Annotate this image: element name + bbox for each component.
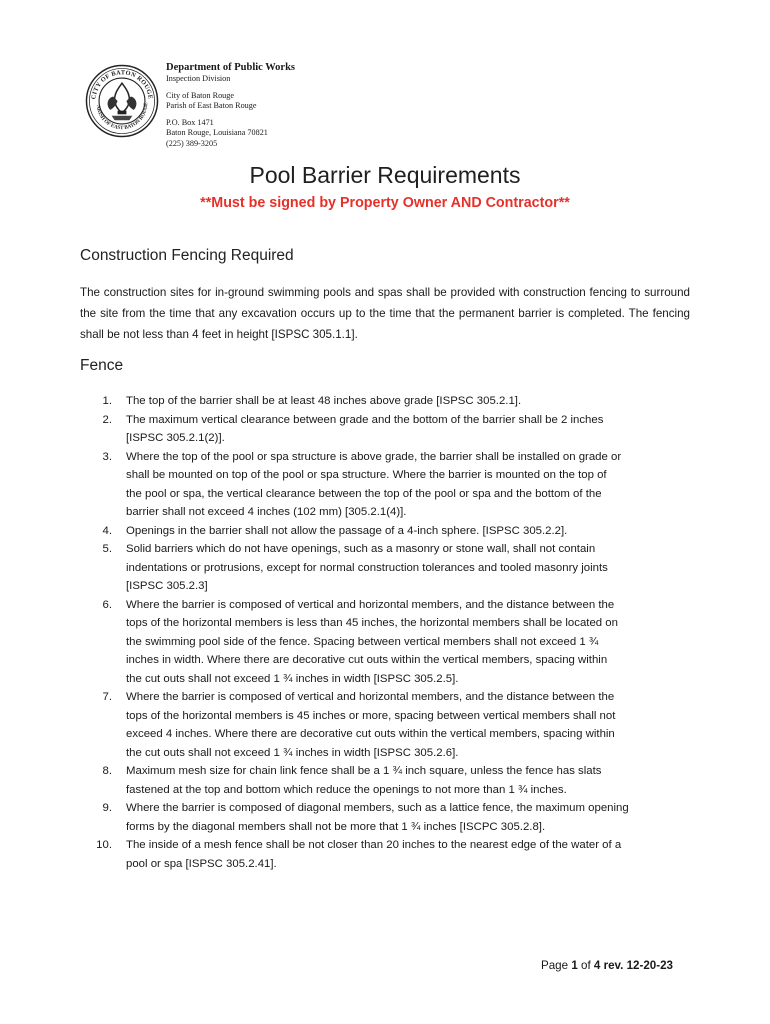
requirement-text-line: [ISPSC 305.2.3] bbox=[126, 580, 208, 592]
requirement-item bbox=[80, 836, 690, 873]
division-name: Inspection Division bbox=[166, 74, 231, 83]
requirement-item bbox=[80, 411, 690, 448]
requirement-number: 5. bbox=[102, 543, 112, 555]
requirement-text-line: [ISPSC 305.2.1(2)]. bbox=[126, 432, 225, 444]
requirement-text-line: forms by the diagonal members shall not be more that 1 ¾ inches [ISCPC 305.2.8]. bbox=[126, 820, 546, 833]
city-name: City of Baton Rouge bbox=[166, 90, 234, 100]
requirement-number: 4. bbox=[102, 524, 112, 537]
requirement-text-line: the swimming pool side of the fence. Spacing between vertical members shall not exceed 1 ¾ bbox=[126, 635, 599, 648]
requirement-number: 9. bbox=[102, 802, 112, 814]
requirement-text-line: the cut outs shall not exceed 1 ¾ inches in width [ISPSC 305.2.5]. bbox=[126, 672, 459, 685]
svg-text:PARISH OF EAST BATON ROUGE: ARISH OF EAST BATON ROUGE bbox=[94, 102, 150, 132]
page-word: Page bbox=[541, 959, 569, 972]
requirement-text-line: Openings in the barrier shall not allow the passage of a 4-inch sphere. [ISPSC 305.2.2]. bbox=[126, 524, 568, 537]
requirement-text-line: The maximum vertical clearance between grade and the bottom of the barrier shall be 2 inches bbox=[126, 413, 604, 426]
page-number: 1 bbox=[571, 959, 578, 972]
revision-date: rev. 12-20-23 bbox=[603, 959, 673, 972]
requirement-text-line: barrier shall not exceed 4 inches (102 mm) [305.2.1(4)]. bbox=[126, 506, 407, 518]
department-name: Department of Public Works bbox=[166, 62, 296, 73]
requirement-text-line: fastened at the top and bottom which reduce the openings to not more than 1 ¾ inches. bbox=[126, 783, 567, 796]
letterhead bbox=[166, 61, 295, 150]
requirement-item bbox=[80, 540, 690, 596]
requirement-text-line: tops of the horizontal members is 45 inches or more, spacing between vertical members shall not bbox=[126, 709, 616, 722]
page-total: 4 bbox=[593, 959, 601, 972]
requirement-text-line: Where the barrier is composed of diagonal members, such as a lattice fence, the maximum opening bbox=[126, 802, 629, 814]
svg-text:CITY OF BATON ROUGE: CITY OF BATON ROUGE bbox=[90, 69, 154, 100]
requirement-item bbox=[80, 799, 690, 836]
requirement-text-line: Where the barrier is composed of vertical and horizontal members, and the distance between the bbox=[126, 691, 615, 703]
requirement-text-line: indentations or protrusions, except for normal construction tolerances and tooled masonry joints bbox=[126, 561, 608, 574]
requirement-text-line: The inside of a mesh fence shall be not closer than 20 inches to the nearest edge of the water of a bbox=[126, 839, 622, 851]
of-word: of bbox=[581, 959, 591, 972]
requirement-text-line: the cut outs shall not exceed 1 ¾ inches in width [ISPSC 305.2.6]. bbox=[126, 746, 459, 759]
requirement-text-line: tops of the horizontal members is less than 45 inches, the horizontal members shall be located on bbox=[126, 617, 618, 629]
requirement-text-line: the pool or spa, the vertical clearance between the top of the pool or spa and the bottom of the bbox=[126, 487, 602, 500]
requirement-number: 7. bbox=[102, 691, 112, 703]
requirement-text-line: The top of the barrier shall be at least 48 inches above grade [ISPSC 305.2.1]. bbox=[126, 395, 522, 407]
requirement-item bbox=[80, 392, 690, 411]
construction-fencing-heading: Construction Fencing Required bbox=[80, 247, 294, 264]
signature-notice: **Must be signed by Property Owner AND Contractor** bbox=[200, 195, 570, 211]
parish-name: Parish of East Baton Rouge bbox=[166, 101, 257, 111]
requirement-text-line: shall be mounted on top of the pool or spa structure. Where the barrier is mounted on the top of bbox=[126, 469, 607, 481]
requirement-text-line: pool or spa [ISPSC 305.2.41]. bbox=[126, 857, 277, 870]
requirement-number: 1. bbox=[102, 395, 112, 407]
phone-number: (225) 389-3205 bbox=[166, 138, 218, 148]
page-footer bbox=[541, 957, 673, 975]
requirement-item bbox=[80, 762, 690, 799]
requirement-number: 6. bbox=[102, 598, 112, 611]
requirement-item bbox=[80, 596, 690, 689]
requirement-number: 3. bbox=[102, 450, 112, 463]
requirement-number: 10. bbox=[96, 839, 112, 851]
city-state-zip: Baton Rouge, Louisiana 70821 bbox=[166, 128, 268, 138]
po-box: P.O. Box 1471 bbox=[166, 117, 214, 127]
requirement-text-line: Where the barrier is composed of vertical and horizontal members, and the distance between the bbox=[126, 598, 615, 611]
requirement-number: 2. bbox=[102, 413, 112, 426]
requirement-text-line: exceed 4 inches. Where there are decorative cut outs within the vertical members, spacing within bbox=[126, 728, 615, 740]
requirement-text-line: Maximum mesh size for chain link fence shall be a 1 ¾ inch square, unless the fence has slats bbox=[126, 765, 602, 777]
requirement-text-line: Where the top of the pool or spa structure is above grade, the barrier shall be installed on grade or bbox=[126, 450, 622, 463]
requirement-number: 8. bbox=[102, 765, 112, 777]
page-title: Pool Barrier Requirements bbox=[249, 162, 521, 188]
fence-requirements-list bbox=[80, 392, 690, 873]
requirement-item bbox=[80, 522, 690, 541]
requirement-item bbox=[80, 448, 690, 522]
requirement-text-line: inches in width. Where there are decorative cut outs within the vertical members, spacing within bbox=[126, 654, 608, 666]
requirement-text-line: Solid barriers which do not have openings, such as a masonry or stone wall, shall not contain bbox=[126, 543, 596, 555]
fence-heading: Fence bbox=[80, 357, 124, 374]
requirement-item bbox=[80, 688, 690, 762]
city-seal-icon bbox=[85, 64, 159, 138]
construction-fencing-paragraph: The construction sites for in-ground swimming pools and spas shall be provided with construction fencing to surround the site from the time that any excavation occurs up to the time that the permanent barrier is completed. The fencing shall be not less than 4 feet in height [ISPSC 305.1.1]. bbox=[80, 286, 690, 341]
